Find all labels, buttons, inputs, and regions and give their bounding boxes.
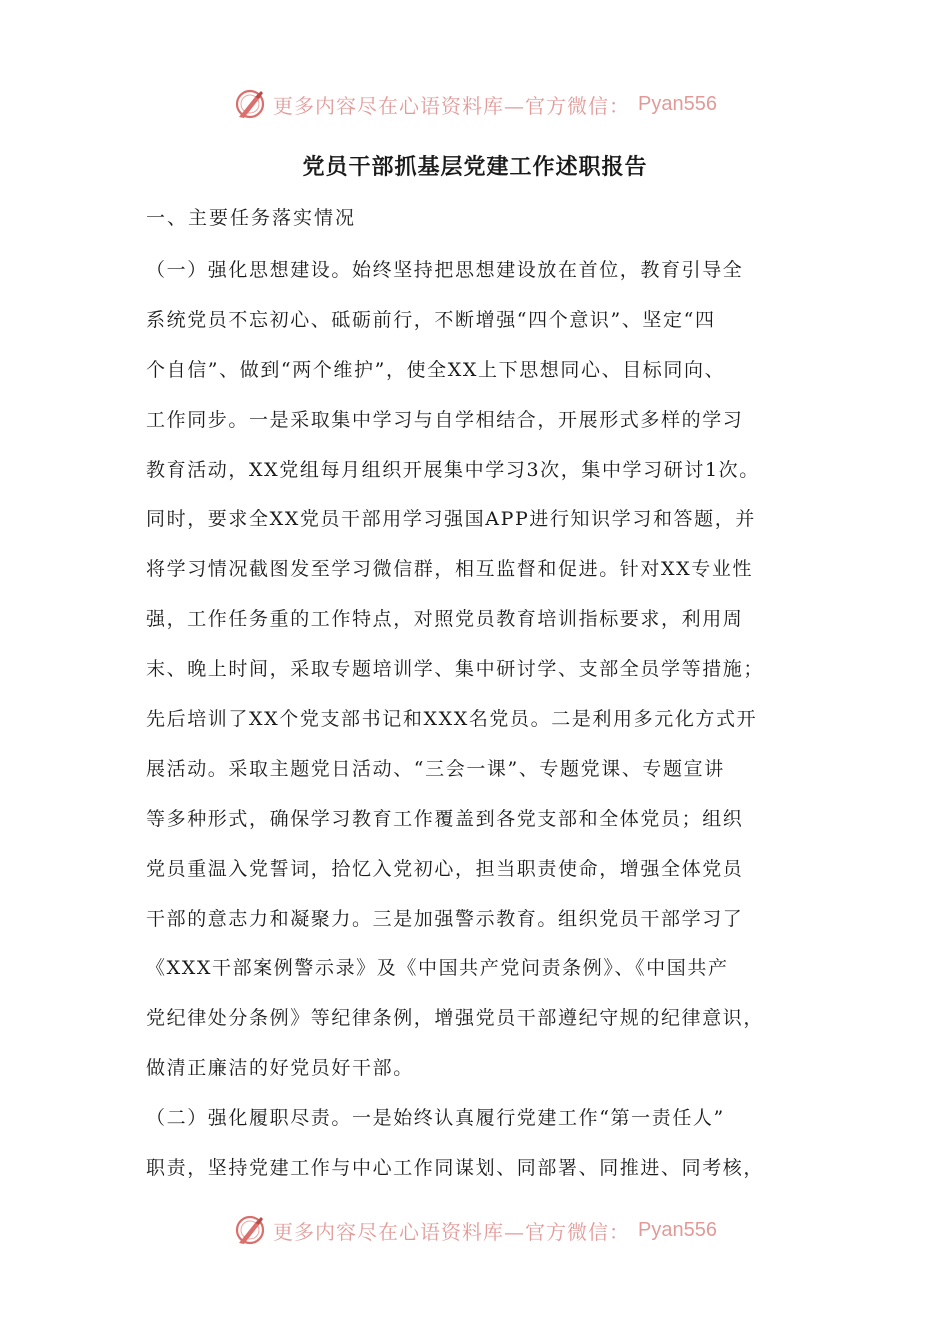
watermark-text: 更多内容尽在心语资料库—官方微信： — [273, 93, 631, 118]
body-line: 个自信”、做到“两个维护”，使全XX上下思想同心、目标同向、 — [146, 358, 726, 381]
body-line: 工作同步。一是采取集中学习与自学相结合，开展形式多样的学习 — [146, 408, 744, 431]
watermark-footer — [0, 1210, 950, 1250]
pen-logo-icon — [233, 1213, 267, 1247]
body-line: 等多种形式，确保学习教育工作覆盖到各党支部和全体党员；组织 — [146, 807, 744, 830]
body-line: 党纪律处分条例》等纪律条例，增强党员干部遵纪守规的纪律意识， — [146, 1007, 765, 1030]
body-line: 系统党员不忘初心、砥砺前行，不断增强“四个意识”、坚定“四 — [146, 308, 716, 331]
body-line: （一）强化思想建设。始终坚持把思想建设放在首位，教育引导全 — [146, 259, 744, 281]
watermark-text: 更多内容尽在心语资料库—官方微信： — [273, 1219, 631, 1244]
body-line: 展活动。采取主题党日活动、“三会一课”、专题党课、专题宣讲 — [146, 757, 725, 780]
body-line: 强，工作任务重的工作特点，对照党员教育培训指标要求，利用周 — [146, 608, 744, 631]
body-line: 末、晚上时间，采取专题培训学、集中研讨学、支部全员学等措施； — [146, 658, 765, 681]
body-line: 教育活动，XX党组每月组织开展集中学习3次，集中学习研讨1次。 — [146, 458, 760, 481]
watermark-header — [0, 84, 950, 124]
pen-logo-icon — [233, 87, 267, 121]
section-heading: 一、主要任务落实情况 — [146, 207, 357, 229]
body-line: 干部的意志力和凝聚力。三是加强警示教育。组织党员干部学习了 — [146, 907, 744, 930]
watermark-wechat-id: Pyan556 — [638, 92, 717, 115]
body-line: 同时，要求全XX党员干部用学习强国APP进行知识学习和答题，并 — [146, 508, 756, 531]
document-title: 党员干部抓基层党建工作述职报告 — [302, 154, 648, 180]
body-line: 将学习情况截图发至学习微信群，相互监督和促进。针对XX专业性 — [146, 558, 754, 581]
body-line: 做清正廉洁的好党员好干部。 — [146, 1057, 414, 1080]
body-line: 《XXX干部案例警示录》及《中国共产党问责条例》、《中国共产 — [146, 957, 729, 980]
body-line: 党员重温入党誓词，拾忆入党初心，担当职责使命，增强全体党员 — [146, 857, 744, 880]
body-line: 职责，坚持党建工作与中心工作同谋划、同部署、同推进、同考核， — [146, 1157, 765, 1180]
body-line: 先后培训了XX个党支部书记和XXX名党员。二是利用多元化方式开 — [146, 708, 758, 731]
document-body — [146, 246, 826, 1194]
watermark-wechat-id: Pyan556 — [638, 1218, 717, 1241]
body-line: （二）强化履职尽责。一是始终认真履行党建工作“第一责任人” — [146, 1107, 725, 1130]
